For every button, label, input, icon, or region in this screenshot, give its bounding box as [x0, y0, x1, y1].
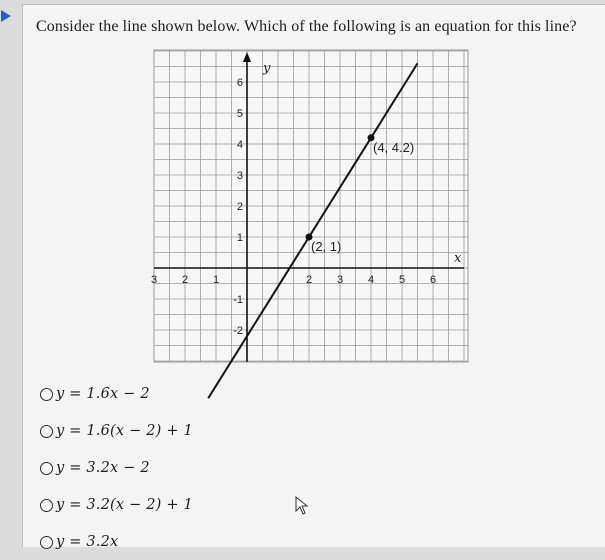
choice-label: y = 3.2x − 2	[56, 459, 150, 476]
point-label: (4, 4.2)	[373, 139, 415, 155]
y-tick-label: 1	[236, 232, 243, 244]
y-tick-label: 3	[236, 170, 243, 182]
choice-5[interactable]	[40, 523, 193, 560]
y-tick-label: 5	[236, 108, 243, 120]
y-tick-label: 6	[236, 77, 243, 89]
y-tick-label: 2	[236, 201, 243, 213]
radio-button[interactable]	[40, 499, 53, 512]
coordinate-graph	[150, 50, 468, 362]
y-axis-label: y	[263, 61, 271, 76]
point-label: (2, 1)	[311, 239, 342, 254]
x-tick-label: 4	[367, 274, 375, 286]
x-tick-label: 5	[398, 274, 406, 286]
x-tick-label: 3	[150, 274, 158, 286]
choice-label: y = 3.2x	[56, 533, 119, 550]
graph-grid	[154, 50, 468, 362]
mouse-cursor-icon	[294, 495, 312, 517]
choice-2[interactable]	[40, 412, 193, 449]
choice-4[interactable]	[40, 486, 193, 523]
choice-3[interactable]	[40, 449, 193, 486]
choice-1[interactable]	[40, 375, 193, 412]
radio-button[interactable]	[40, 425, 53, 438]
choice-label: y = 1.6x − 2	[56, 385, 150, 402]
question-text: Consider the line shown below. Which of the following is an equation for this line?	[36, 18, 577, 35]
x-tick-label: 2	[305, 274, 313, 286]
choice-label: y = 1.6(x − 2) + 1	[56, 422, 193, 439]
radio-button[interactable]	[40, 388, 53, 401]
x-tick-label: 6	[429, 274, 437, 286]
x-tick-label: 3	[336, 274, 344, 286]
answer-choices	[40, 375, 193, 560]
play-arrow-icon	[1, 10, 11, 22]
y-tick-label: 4	[236, 139, 243, 151]
x-axis-label: x	[454, 251, 462, 266]
y-tick-label: -1	[233, 294, 243, 306]
choice-label: y = 3.2(x − 2) + 1	[56, 496, 193, 513]
x-tick-label: 1	[212, 274, 220, 286]
radio-button[interactable]	[40, 536, 53, 549]
x-tick-label: 2	[181, 274, 189, 286]
radio-button[interactable]	[40, 462, 53, 475]
y-tick-label: -2	[233, 325, 243, 337]
